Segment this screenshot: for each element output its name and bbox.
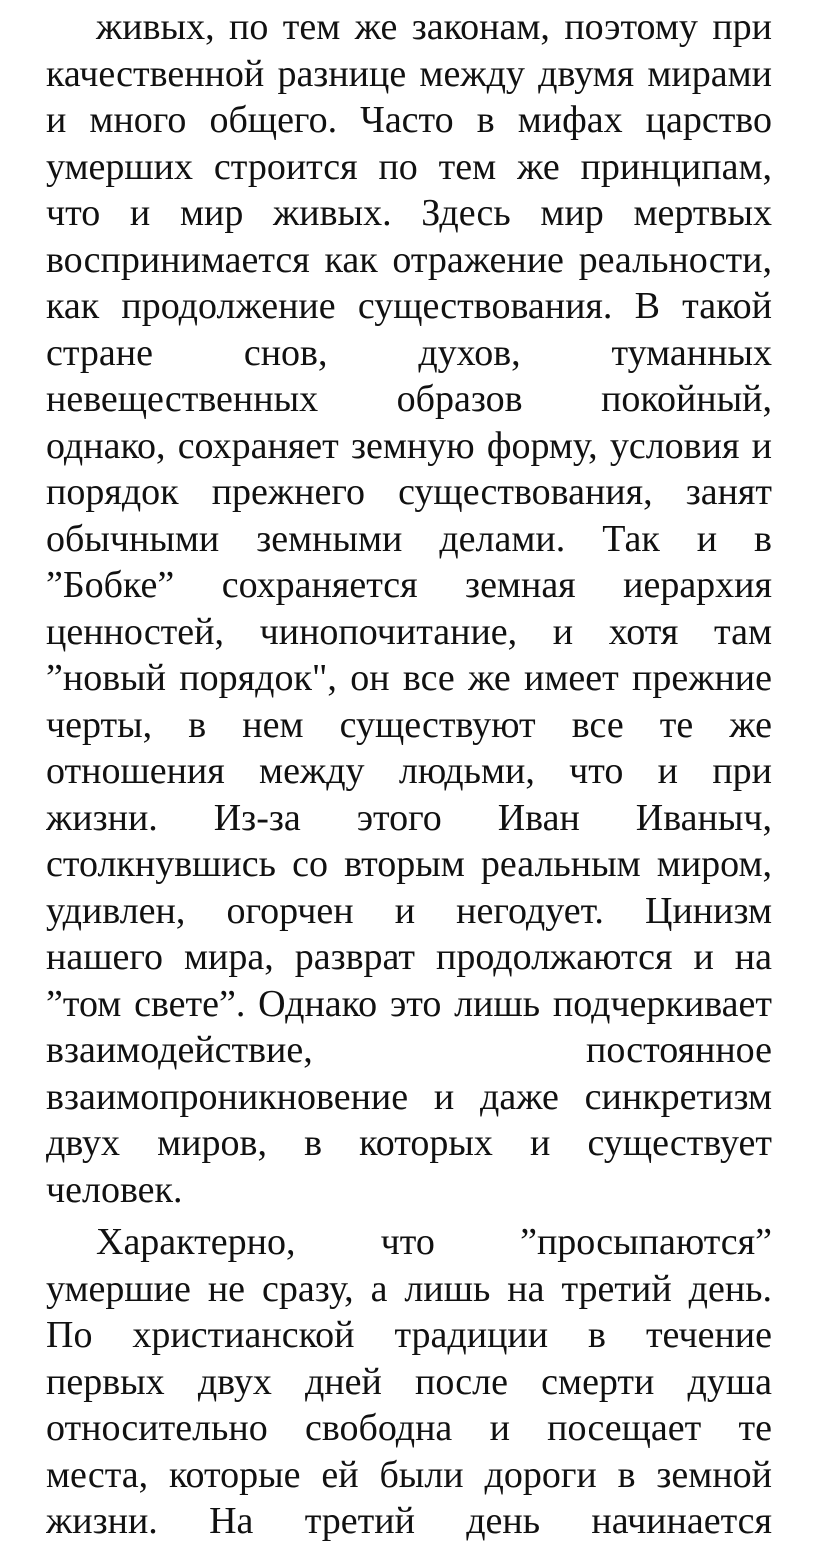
text-line: воспринимается как отражение реальности, [46, 238, 772, 281]
document-page [46, 4, 772, 1545]
text-line: жизни. Из-за этого Иван Иваныч, [46, 796, 772, 839]
text-line: удивлен, огорчен и негодует. Цинизм [46, 889, 772, 932]
text-line: ”новый порядок", он все же имеет прежние [46, 657, 772, 699]
text-line: невещественных образов покойный, [46, 378, 772, 420]
text-line: места, которые ей были дороги в земной [46, 1453, 772, 1496]
text-line: ”Бобке” сохраняется земная иерархия [46, 564, 772, 606]
text-line: относительно свободна и посещает те [46, 1407, 772, 1449]
text-line: отношения между людьми, что и при [46, 750, 772, 792]
text-line: первых двух дней после смерти душа [46, 1360, 772, 1403]
text-line: нашего мира, разврат продолжаются и на [46, 936, 772, 978]
text-line: стране снов, духов, туманных [46, 331, 772, 374]
paragraph-2 [46, 1219, 772, 1545]
text-line: живых, по тем же законам, поэтому при [96, 6, 772, 48]
text-line: умершие не сразу, а лишь на третий день. [46, 1267, 772, 1310]
text-line: взаимопроникновение и даже синкретизм [46, 1075, 772, 1118]
text-line: однако, сохраняет земную форму, условия и [46, 424, 772, 467]
text-line: умерших строится по тем же принципам, [46, 145, 772, 188]
text-line: двух миров, в которых и существует [46, 1122, 772, 1164]
text-line: ”том свете”. Однако это лишь подчеркивает [46, 982, 772, 1025]
text-line: взаимодействие, постоянное [46, 1029, 772, 1071]
text-line: что и мир живых. Здесь мир мертвых [46, 192, 772, 234]
text-line: По христианской традиции в течение [46, 1314, 772, 1356]
text-line: порядок прежнего существования, занят [46, 471, 772, 513]
text-line: как продолжение существования. В такой [46, 285, 772, 327]
text-line: жизни. На третий день начинается [46, 1500, 772, 1542]
text-line: человек. [46, 1168, 183, 1211]
text-line: качественной разнице между двумя мирами [46, 52, 772, 95]
text-line: ценностей, чинопочитание, и хотя там [46, 610, 772, 653]
text-line: Характерно, что ”просыпаются” [96, 1221, 772, 1263]
text-line: черты, в нем существуют все те же [46, 703, 772, 746]
text-line: и много общего. Часто в мифах царство [46, 99, 772, 141]
paragraph-1 [46, 4, 772, 1213]
text-line: обычными земными делами. Так и в [46, 517, 772, 560]
text-line: столкнувшись со вторым реальным миром, [46, 843, 772, 885]
